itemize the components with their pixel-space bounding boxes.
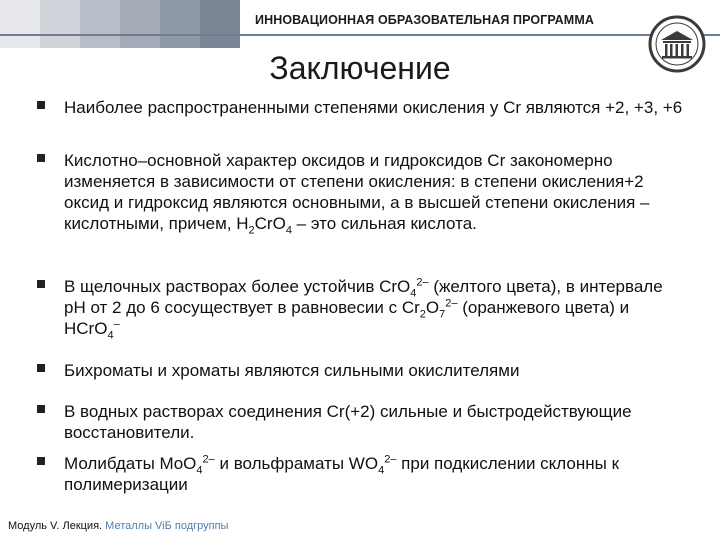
superscript: –	[113, 318, 120, 331]
subscript: 2	[248, 224, 255, 237]
superscript: 2–	[202, 453, 215, 466]
bullet-text	[64, 360, 684, 381]
header-stripe	[40, 0, 80, 48]
subscript: 2	[419, 308, 426, 321]
subscript: 4	[285, 224, 292, 237]
bullet-text-part: – это сильная кислота.	[291, 214, 477, 233]
header-stripe	[120, 0, 160, 48]
bullet-text-part: В водных растворах соединения Cr(+2) сильные и быстродействующие восстановители.	[64, 402, 632, 442]
bullet-text-part: при подкислении склонны к полимеризации	[64, 454, 620, 494]
bullet-marker	[37, 457, 45, 465]
superscript: 2–	[416, 276, 429, 289]
bullet-marker	[37, 364, 45, 372]
bullet-text	[64, 453, 684, 495]
bullet-text	[64, 401, 684, 443]
bullet-marker	[37, 280, 45, 288]
bullet-marker	[37, 101, 45, 109]
program-title: ИННОВАЦИОННАЯ ОБРАЗОВАТЕЛЬНАЯ ПРОГРАММА	[255, 13, 594, 27]
header-divider-line	[0, 34, 720, 36]
bullet-text-part: CrO	[254, 214, 286, 233]
footer	[8, 520, 228, 532]
subscript: 4	[107, 329, 114, 342]
header-stripe	[80, 0, 120, 48]
slide-title: Заключение	[269, 50, 451, 86]
bullet-text-part: (оранжевого цвета) и HCrO	[64, 298, 630, 338]
bullet-text-part: В щелочных растворах более устойчив CrO	[64, 277, 411, 296]
bullet-marker	[37, 405, 45, 413]
bullet-text-part: Молибдаты MoO	[64, 454, 197, 473]
subscript: 7	[439, 308, 446, 321]
header-stripe	[200, 0, 240, 48]
bullet-text	[64, 150, 684, 237]
bullet-text	[64, 276, 684, 342]
bullet-text-part: O	[425, 298, 440, 317]
subscript: 4	[378, 464, 385, 477]
bullet-text-part: Кислотно–основной характер оксидов и гидроксидов Cr закономерно изменяется в зависимости от степени окисления: в степени окисления+2 оксид и гидроксид являются основными, а в высшей степени окисления – кислотными, причем, H	[64, 151, 650, 233]
subscript: 4	[196, 464, 203, 477]
footer-topic-text: Металлы ViБ подгруппы	[105, 520, 229, 532]
header-bar	[0, 0, 720, 48]
superscript: 2–	[384, 453, 397, 466]
bullet-marker	[37, 154, 45, 162]
header-stripe	[0, 0, 40, 48]
superscript: 2–	[445, 297, 458, 310]
bullet-text	[64, 97, 684, 118]
bullet-text-part: (желтого цвета), в интервале pH от 2 до 6 сосуществует в равновесии с Cr	[64, 277, 663, 317]
subscript: 4	[410, 287, 417, 300]
bullet-text-part: Бихроматы и хроматы являются сильными окислителями	[64, 361, 520, 380]
footer-module-text: Модуль V. Лекция.	[8, 520, 106, 532]
bullet-text-part: Наиболее распространенными степенями окисления у Cr являются +2, +3, +6	[64, 98, 683, 117]
bullet-text-part: и вольфраматы WO	[214, 454, 379, 473]
header-stripe	[160, 0, 200, 48]
university-building-logo-icon	[647, 14, 707, 74]
